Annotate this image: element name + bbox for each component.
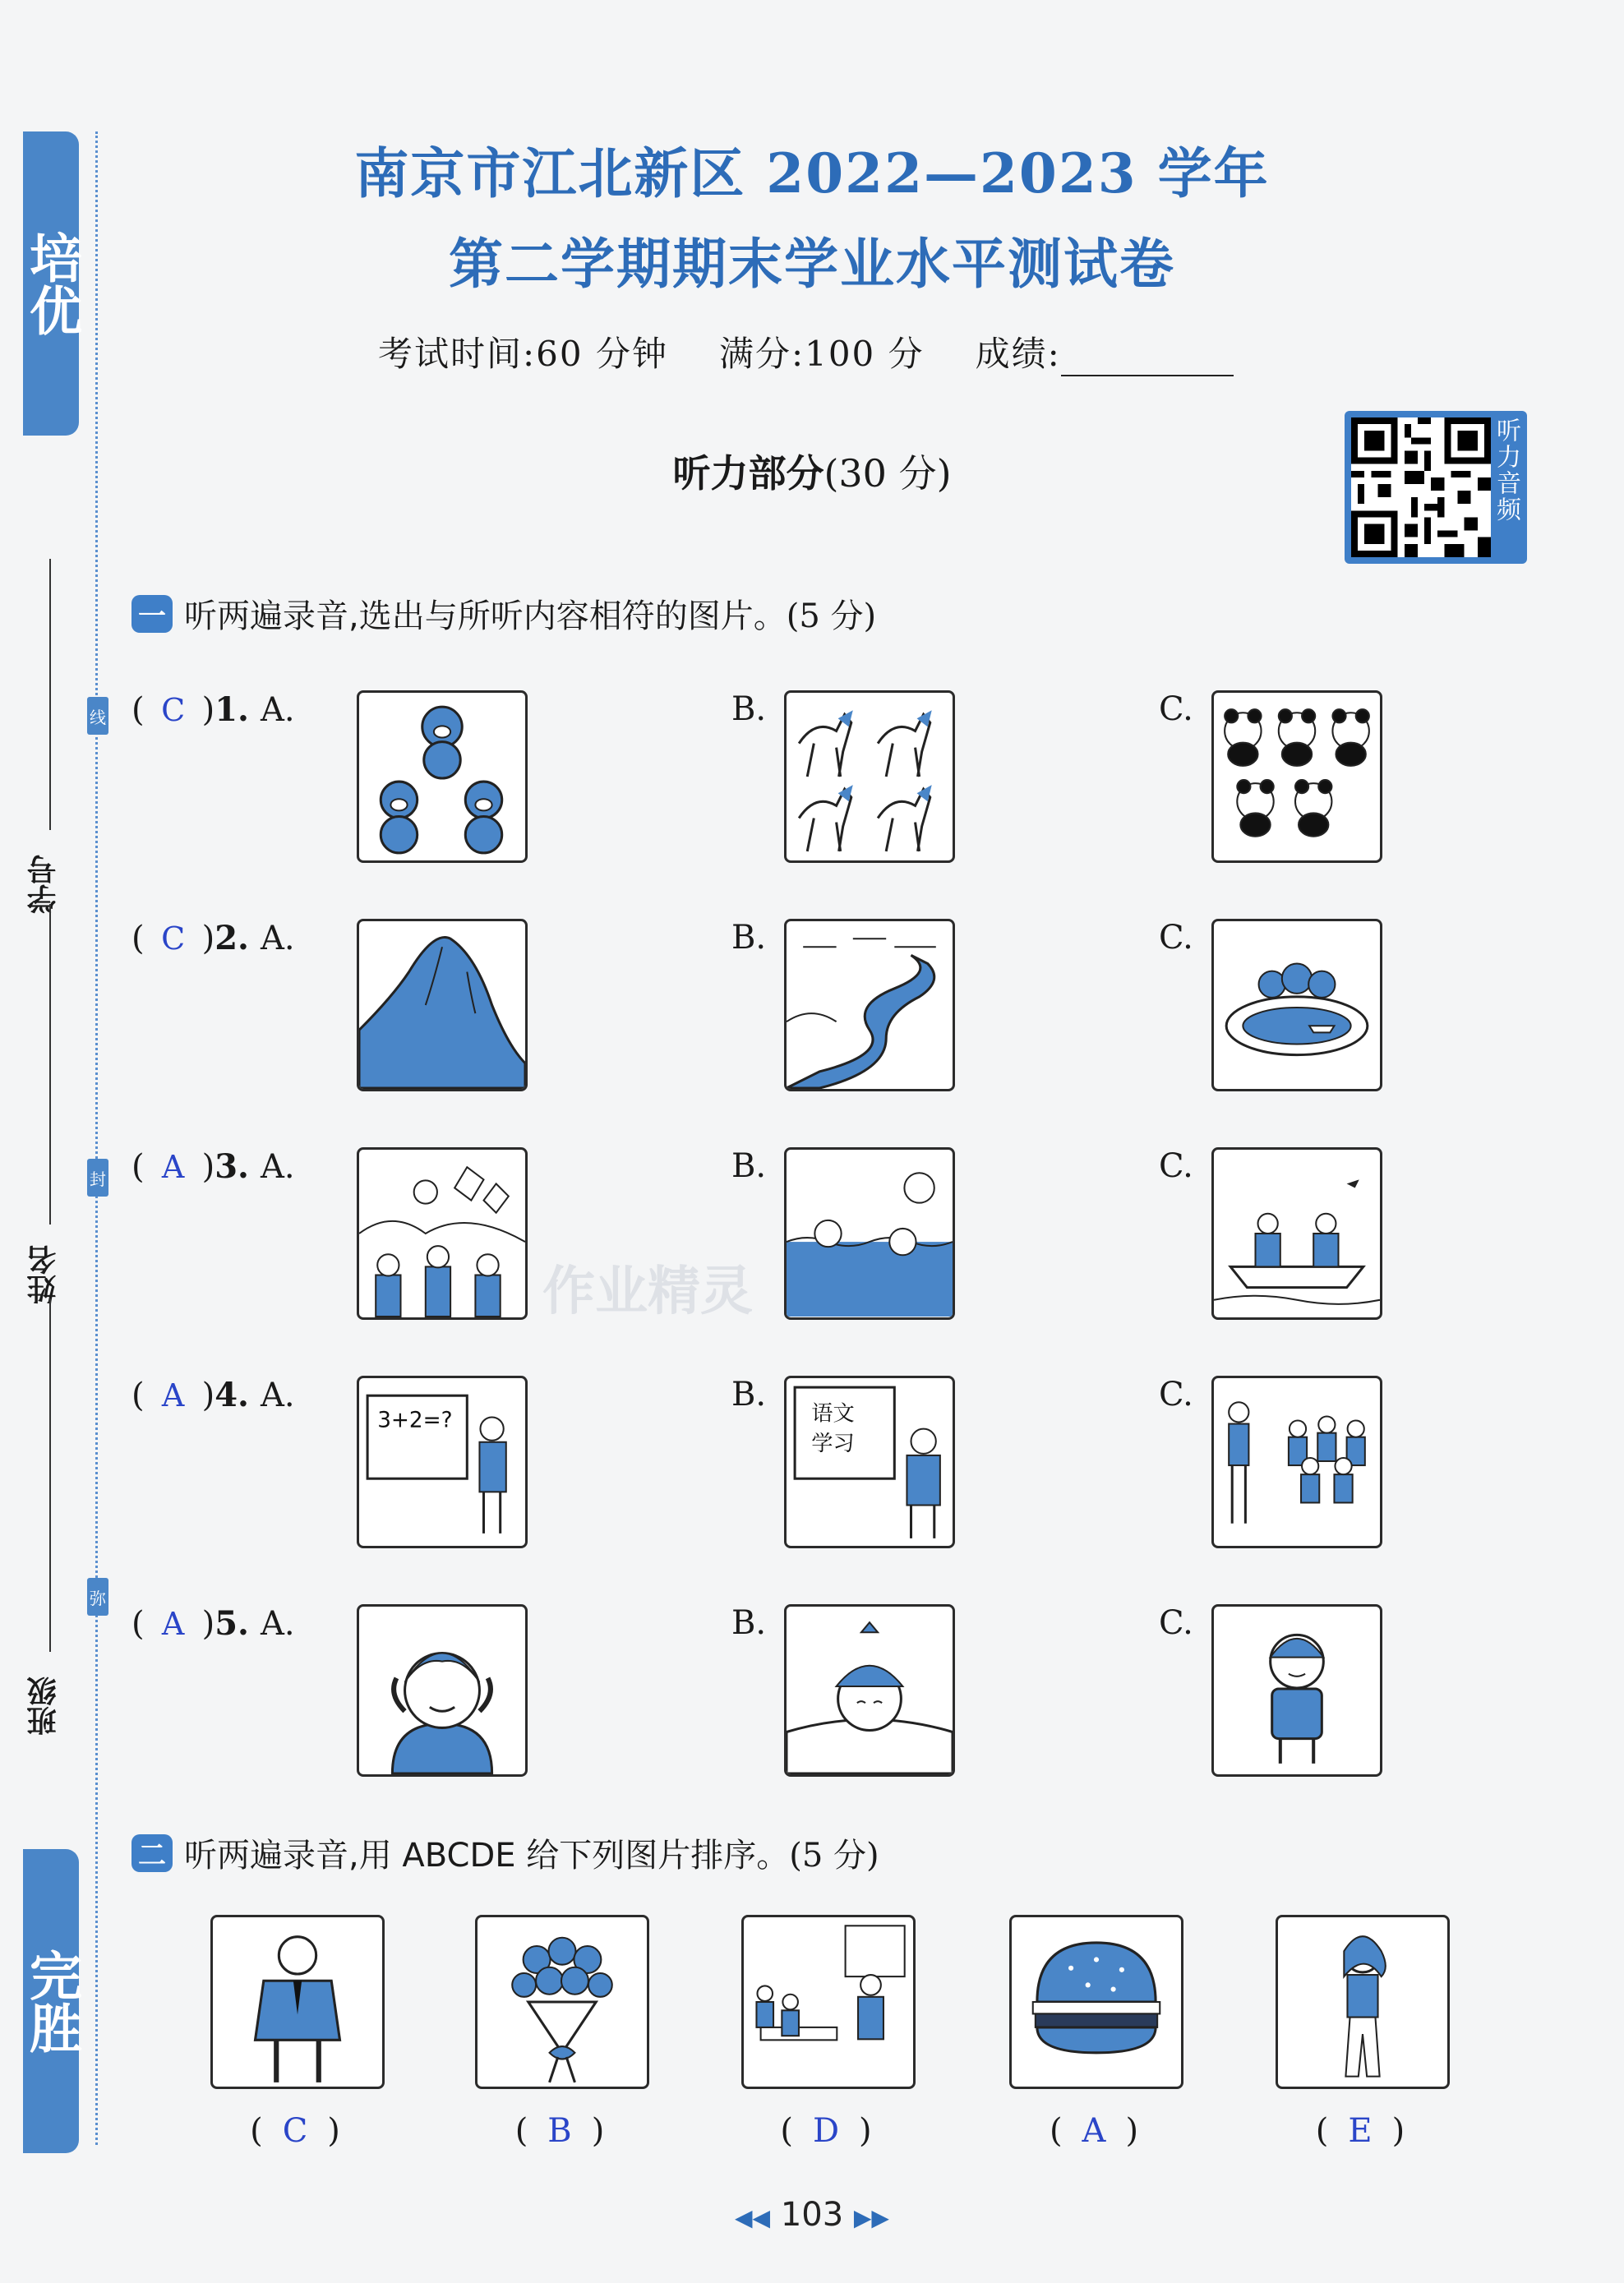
section-2-heading	[131, 1829, 879, 1876]
question-4-answer: A	[161, 1377, 185, 1414]
classroom-icon	[741, 1915, 916, 2089]
river-icon	[784, 919, 955, 1091]
section-1-instruction: 听两遍录音,选出与所听内容相符的图片。(5 分)	[184, 597, 877, 635]
question-3-option-c: C.	[1159, 1147, 1193, 1185]
question-1-option-b: B.	[731, 690, 767, 728]
svg-text:3+2=?: 3+2=?	[377, 1408, 453, 1433]
qr-code-box[interactable]	[1345, 411, 1527, 564]
name-label: 姓名	[27, 1245, 61, 1304]
seal-seal: 封	[87, 1159, 108, 1197]
part-title: 听力部分(30 分)	[672, 451, 952, 496]
question-4-option-b: B.	[731, 1376, 767, 1414]
fly-kites-icon	[357, 1147, 528, 1320]
question-4-label: ( A ) 4. A.	[131, 1376, 295, 1414]
prev-arrow-icon: ◀◀	[735, 2204, 771, 2231]
order-answer-2: ( B )	[514, 2112, 605, 2150]
chinese-teacher-icon	[784, 1376, 955, 1548]
sidebar-tab-bottom: 完胜	[23, 1849, 79, 2153]
title-line-1: 南京市江北新区 2022—2023 学年	[354, 141, 1270, 205]
question-5-option-c: C.	[1159, 1604, 1193, 1642]
score-field: 成绩:	[976, 327, 1234, 376]
question-3-label: ( A ) 3. A.	[131, 1147, 295, 1186]
hamburger-icon	[1009, 1915, 1183, 2089]
page-number: ◀◀ 103 ▶▶	[735, 2196, 889, 2234]
question-1-label: ( C ) 1. A.	[131, 690, 295, 729]
section-1-heading	[131, 590, 876, 637]
question-5-option-b: B.	[731, 1604, 767, 1642]
seal-close: 弥	[87, 1578, 108, 1616]
flower-bouquet-icon	[475, 1915, 649, 2089]
question-2-answer: C	[161, 920, 186, 957]
mountain-icon	[357, 919, 528, 1091]
horses-icon	[784, 690, 955, 863]
question-4-option-c: C.	[1159, 1376, 1193, 1414]
question-5-label: ( A ) 5. A.	[131, 1604, 295, 1643]
girl-icon	[1276, 1915, 1450, 2089]
sidebar-tab-top: 培优	[23, 131, 79, 436]
watermark: 作业精灵	[542, 1261, 753, 1322]
class-label: 班级	[27, 1677, 61, 1736]
full-score: 满分:100 分	[718, 334, 925, 374]
next-arrow-icon: ▶▶	[853, 2204, 889, 2231]
exam-meta	[378, 327, 1234, 376]
qr-label: 听力音频	[1492, 417, 1520, 523]
tigers-icon	[357, 690, 528, 863]
question-3-option-b: B.	[731, 1147, 767, 1185]
headache-icon	[357, 1604, 528, 1777]
class-rule	[49, 1298, 51, 1652]
question-5-answer: A	[161, 1606, 185, 1642]
section-2-number: 二	[131, 1834, 173, 1872]
rowing-boat-icon	[1211, 1147, 1382, 1320]
svg-text:语文: 语文	[811, 1401, 855, 1427]
binding-dotted-line	[95, 131, 98, 2145]
pandas-icon	[1211, 690, 1382, 863]
student-id-rule	[49, 559, 51, 830]
exam-time: 考试时间:60 分钟	[378, 334, 668, 374]
order-answer-1: ( C )	[250, 2112, 340, 2150]
question-1-answer: C	[161, 692, 186, 728]
question-2-option-b: B.	[731, 919, 767, 957]
maths-teacher-icon	[357, 1376, 528, 1548]
section-2-instruction: 听两遍录音,用 ABCDE 给下列图片排序。(5 分)	[184, 1837, 879, 1875]
pe-teacher-icon	[1211, 1376, 1382, 1548]
swimming-icon	[784, 1147, 955, 1320]
title-line-2: 第二学期期末学业水平测试卷	[449, 232, 1175, 296]
question-2-option-c: C.	[1159, 919, 1193, 957]
fever-icon	[784, 1604, 955, 1777]
section-1-number: 一	[131, 595, 173, 633]
order-answer-3: ( D )	[780, 2112, 872, 2150]
order-answer-4: ( A )	[1049, 2112, 1139, 2150]
order-answer-5: ( E )	[1315, 2112, 1405, 2150]
question-2-label: ( C ) 2. A.	[131, 919, 295, 957]
stomachache-icon	[1211, 1604, 1382, 1777]
question-1-option-c: C.	[1159, 690, 1193, 728]
question-3-answer: A	[161, 1149, 185, 1185]
svg-text:学习: 学习	[811, 1431, 855, 1456]
man-in-suit-icon	[210, 1915, 385, 2089]
student-id-label: 学号	[27, 855, 61, 914]
qr-code-icon	[1351, 417, 1491, 557]
lake-icon	[1211, 919, 1382, 1091]
name-rule	[49, 904, 51, 1225]
seal-line: 线	[87, 697, 108, 735]
